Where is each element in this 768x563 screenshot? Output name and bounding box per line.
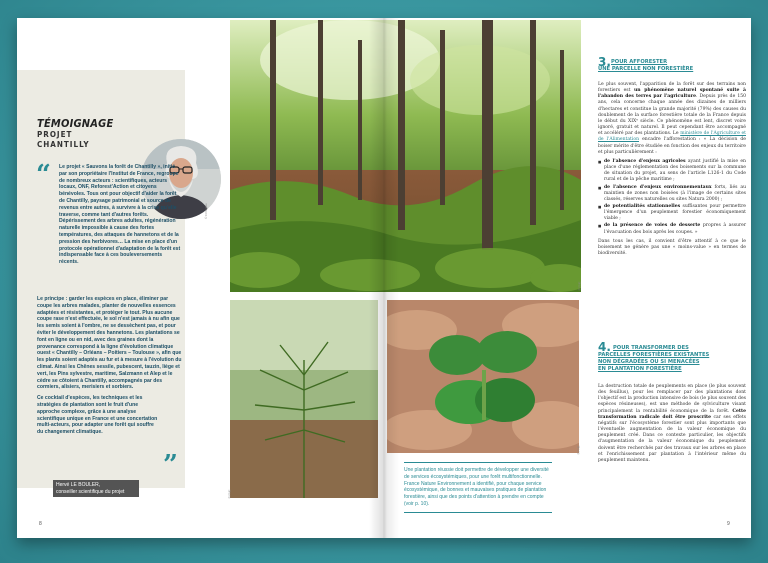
s3-p1-a: Le plus souvent, l'apparition de la forêt sur des terrains non forestiers est <box>598 82 746 94</box>
photo-caption: Une plantation réussie doit permettre de développer une diversité de services écosystémiques, pour une forêt multifonctionnelle. France Nature Environnement a identifié, pour chaque service écosystémique, de bonnes et mauvaises pratiques de plantation forestière, ainsi que des points d'attention à prendre en compte (voir p. 10). <box>404 462 552 513</box>
testimony-paragraph-1: Le projet « Sauvons la forêt de Chantilly », initié par son propriétaire l'Institut de France, regroupe de nombreux acteurs : scientifiques, acteurs locaux, ONF, Reforest'Action et citoyens bénévoles. Tous ont pour objectif d'aider la forêt de Chantilly, paysage patrimonial et source de revenus entre autres, à survivre à la crise qu'elle traverse, comme tant d'autres forêts. Dépérissement des arbres adultes, régénération naturelle impossible à cause des fortes températures, des attaques de hannetons et de la pression des herbivores… La mise en place d'un protocole opérationnel d'adaptation de la forêt est indispensable face à ces bouleversements récents. <box>59 164 181 266</box>
portrait-credit: © F.Poupée <box>203 203 208 219</box>
page-number-left: 8 <box>39 521 42 527</box>
testimony-label: TÉMOIGNAGE <box>37 117 114 130</box>
section-4-body <box>598 384 746 467</box>
section-3-title-line-1: POUR AFFORESTER <box>611 59 668 65</box>
testimony-body <box>37 296 182 440</box>
beech-sprout-photo <box>387 300 579 453</box>
testimony-project: PROJET <box>37 130 73 139</box>
s3-p1-c: . Depuis près de 150 ans, cela concerne chaque année des dizaines de milliers d'hectares et constitue la grande majorité (79%) des causes du doublement de la surface forestière totale de la France depuis le début du XIXᵉ siècle. Ce phénomène est lent, discret voire ignoré, gratuit et naturel. Il peut cependant être accompagné et accéléré par des plantations. Le <box>598 94 746 137</box>
ministere-link[interactable]: ministère de l'Agriculture et de l'Alimentation <box>598 131 746 143</box>
beech-photo-credit: © FNE <box>576 445 581 455</box>
magazine-spread <box>17 18 751 538</box>
s3-p1-bold: un phénomène naturel spontané suite à l'abandon des terres par l'agriculture <box>598 88 746 100</box>
seedling-photo-credit: © FNE <box>227 489 232 499</box>
criteria-1-bold: de l'absence d'enjeux agricoles <box>604 158 686 164</box>
criteria-3-bold: de potentialités stationnelles <box>604 203 681 209</box>
section-3-body <box>598 82 746 260</box>
author-role: conseiller scientifique du projet <box>56 488 125 495</box>
s4-p1-c: car ses effets négatifs sur l'écosystème forestier sont plus importants que l'éventuelle augmentation de la valeur économique du peuplement créé. Dans ce contexte particulier, les objectifs d'augmentation de la valeur économique du peuplement doivent être recherchés par des travaux sur les arbres en place et l'enrichissement par plantation à l'intérieur même du peuplement maintenu. <box>598 414 746 463</box>
testimony-paragraph-3: Ce cocktail d'espèces, les techniques et les stratégies de plantation sont le fruit d'une approche complexe, grâce à une analyse scientifique unique en France et une concertation multi-acteurs, pour adapter une forêt qui souffre du changement climatique. <box>37 395 158 436</box>
criteria-2-bold: de l'absence d'enjeux environnementaux <box>604 184 712 190</box>
afforestation-criteria-list <box>598 159 746 236</box>
criteria-3-text: suffisantes pour permettre l'émergence d'un peuplement forestier économiquement viable ; <box>604 203 746 222</box>
section-3-title-line-2: UNE PARCELLE NON FORESTIÈRE <box>598 66 694 72</box>
section-4-title-3: NON DÉGRADÉES OU SI MENACÉES <box>598 359 700 365</box>
page-number-right: 9 <box>727 521 730 527</box>
section-4-title-2: PARCELLES FORESTIÈRES EXISTANTES <box>598 352 710 358</box>
forest-photo-credit: © FNE <box>577 281 582 291</box>
s3-p1-d: encadre l'afforestation : « La décision de boiser mérite d'être étudiée en fonction des enjeux du territoire et plus particulièrement : <box>598 137 746 155</box>
criteria-4-bold: de la présence de voies de desserte <box>604 223 701 229</box>
criteria-item <box>598 185 746 203</box>
section-4-number: 4. <box>598 340 611 354</box>
criteria-1-text: ayant justifié la mise en place d'une réglementation des boisements sur la commune de situation du projet, au sens de l'article L126-1 du Code rural et de la pêche maritime ; <box>604 158 746 183</box>
section-3-title <box>611 59 667 66</box>
criteria-4-text: propres à assurer l'évacuation des bois après les coupes. » <box>604 223 746 235</box>
testimony-paragraph-2: Le principe : garder les espèces en place, éliminer par coupe les arbres malades, planter de nouvelles essences adaptées et résistantes, et protéger le tout. Plus aucune coupe rase n'est effectuée, le sol n'est jamais à nu afin que les semis soient à l'ombre, ne se dessèchent pas, et pour éviter le développement des hannetons. Les plantations se font en ligne ou en nid, avec des graines dont la provenance correspond à la ligne d'évolution climatique ouest « Chantilly – Orléans – Poitiers – Toulouse », afin que les plants soient adaptés au fur et à mesure à l'évolution du climat. Ainsi les Chênes sessile, pubescent, tauzin, liège et vert, les Pins sylvestre, maritime, Salzmann et Alep et le cèdre se côtoient à Chantilly, accompagnés par des cormiers, alisiers, merisiers et sorbiers. <box>37 296 182 391</box>
section-3-title-cont <box>598 66 693 73</box>
close-quote-icon: ” <box>163 450 178 480</box>
testimony-intro <box>59 164 181 270</box>
s4-p1-bold: Cette transformation radicale doit être proscrite <box>598 408 746 420</box>
section-3-paragraph-1 <box>598 82 746 156</box>
open-quote-icon: “ <box>36 160 51 190</box>
section-3-paragraph-2: Dans tous les cas, il convient d'être attentif à ce que le boisement ne génère pas une « moins-value » en termes de biodiversité. <box>598 238 746 257</box>
criteria-item <box>598 159 746 184</box>
forest-photo <box>230 20 581 292</box>
criteria-item <box>598 223 746 235</box>
criteria-item <box>598 204 746 222</box>
testimony-heading <box>37 117 113 150</box>
section-4-title-1: POUR TRANSFORMER DES <box>613 345 689 351</box>
author-name: Hervé LE BOULER, <box>56 482 101 488</box>
testimony-author <box>53 480 139 497</box>
section-4-paragraph-1 <box>598 384 746 464</box>
criteria-2-text: forts, liés au maintien de zones non boisées (à l'image de certains sites classés, réserves naturelles ou sites Natura 2000) ; <box>604 184 746 202</box>
testimony-project-name: CHANTILLY <box>37 140 90 149</box>
section-3-number: 3. <box>598 55 611 69</box>
s4-p1-a: La destruction totale de peuplements en place (le plus souvent des feuillus), pour les remplacer par des plantations dont l'objectif est la production intensive de bois (le plus souvent des espèces résineuses), est une méthode de sylviculture visant principalement la rentabilité économique de la forêt. <box>598 384 746 414</box>
section-4-title-4: EN PLANTATION FORESTIÈRE <box>598 366 682 372</box>
